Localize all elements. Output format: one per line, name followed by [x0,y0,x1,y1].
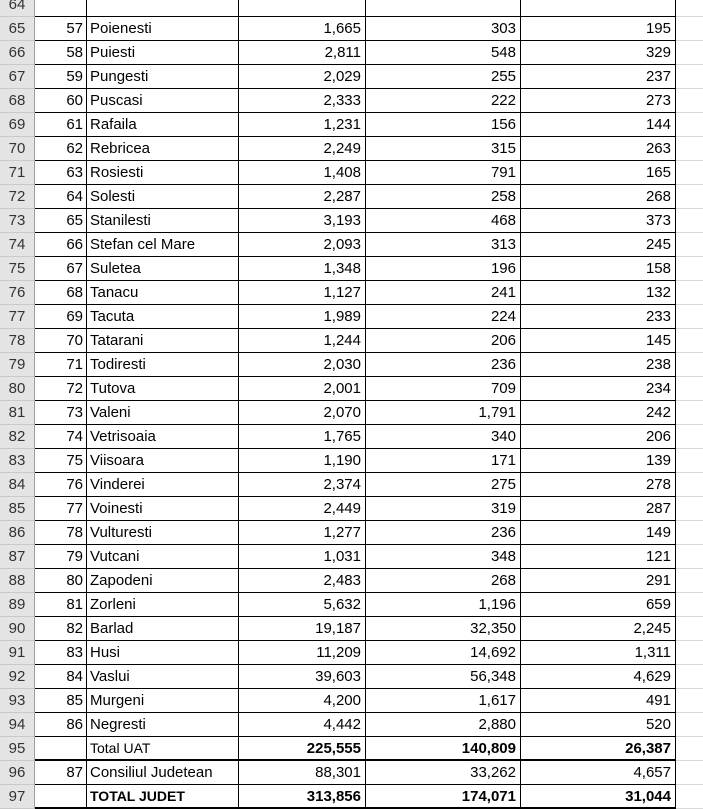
row-header[interactable]: 88 [0,569,35,593]
table-row [0,89,703,113]
value-cell-a[interactable]: 1,231 [239,113,366,137]
value-cell-a[interactable]: 2,070 [239,401,366,425]
index-cell[interactable]: 82 [35,617,87,641]
empty-cell[interactable] [676,449,703,473]
table-row [0,497,703,521]
name-cell[interactable]: Suletea [87,257,239,281]
name-cell[interactable]: Stanilesti [87,209,239,233]
value-cell-c[interactable]: 373 [521,209,676,233]
value-cell-a[interactable]: 2,374 [239,473,366,497]
index-cell[interactable]: 73 [35,401,87,425]
value-cell-b[interactable]: 319 [366,497,521,521]
value-cell-a[interactable]: 2,287 [239,185,366,209]
table-row [0,41,703,65]
value-cell-b[interactable]: 140,809 [366,737,521,761]
table-row [0,113,703,137]
index-cell[interactable]: 61 [35,113,87,137]
value-cell-c[interactable]: 1,311 [521,641,676,665]
value-cell-c[interactable]: 4,629 [521,665,676,689]
row-header[interactable]: 79 [0,353,35,377]
empty-cell[interactable] [676,233,703,257]
value-cell-b[interactable]: 468 [366,209,521,233]
value-cell-a[interactable]: 1,277 [239,521,366,545]
value-cell-b[interactable]: 1,617 [366,689,521,713]
name-cell[interactable]: Tutova [87,377,239,401]
value-cell-b[interactable]: 315 [366,137,521,161]
value-cell-b[interactable]: 1,196 [366,593,521,617]
table-row [0,665,703,689]
value-cell-b[interactable]: 236 [366,521,521,545]
index-cell[interactable] [35,785,87,809]
value-cell-b[interactable]: 171 [366,449,521,473]
row-header[interactable]: 85 [0,497,35,521]
empty-cell[interactable] [676,521,703,545]
value-cell-a[interactable]: 39,603 [239,665,366,689]
row-header[interactable]: 77 [0,305,35,329]
table-row [0,233,703,257]
index-cell[interactable]: 76 [35,473,87,497]
value-cell-b[interactable]: 268 [366,569,521,593]
row-header[interactable]: 83 [0,449,35,473]
name-cell[interactable]: TOTAL JUDET [87,785,239,809]
row-header[interactable]: 97 [0,785,35,809]
value-cell-c[interactable]: 2,245 [521,617,676,641]
value-cell-c[interactable]: 165 [521,161,676,185]
empty-cell[interactable] [676,41,703,65]
index-cell[interactable]: 63 [35,161,87,185]
name-cell[interactable]: Solesti [87,185,239,209]
value-cell-b[interactable]: 14,692 [366,641,521,665]
value-cell-a[interactable]: 2,001 [239,377,366,401]
empty-cell[interactable] [676,377,703,401]
name-cell[interactable]: Tanacu [87,281,239,305]
table-row [0,329,703,353]
value-cell-a[interactable]: 2,483 [239,569,366,593]
index-cell[interactable]: 71 [35,353,87,377]
value-cell-c[interactable]: 139 [521,449,676,473]
row-header[interactable]: 75 [0,257,35,281]
name-cell[interactable]: Barlad [87,617,239,641]
value-cell-a[interactable]: 2,093 [239,233,366,257]
empty-cell[interactable] [676,209,703,233]
row-header[interactable]: 96 [0,761,35,785]
index-cell[interactable]: 65 [35,209,87,233]
name-cell[interactable]: Zorleni [87,593,239,617]
value-cell-b[interactable]: 2,880 [366,713,521,737]
row-header[interactable]: 89 [0,593,35,617]
row-header[interactable]: 82 [0,425,35,449]
value-cell-b[interactable]: 196 [366,257,521,281]
index-cell[interactable]: 79 [35,545,87,569]
empty-cell[interactable] [676,569,703,593]
value-cell-b[interactable]: 1,791 [366,401,521,425]
value-cell-b[interactable]: 313 [366,233,521,257]
name-cell[interactable]: Puscasi [87,89,239,113]
empty-cell[interactable] [676,617,703,641]
row-header[interactable]: 78 [0,329,35,353]
value-cell-b[interactable]: 548 [366,41,521,65]
table-row [0,137,703,161]
index-cell[interactable]: 83 [35,641,87,665]
name-cell[interactable]: Valeni [87,401,239,425]
table-row [0,449,703,473]
name-cell[interactable]: Rosiesti [87,161,239,185]
index-cell[interactable]: 85 [35,689,87,713]
row-header[interactable]: 68 [0,89,35,113]
table-row [0,185,703,209]
empty-cell[interactable] [676,785,703,809]
value-cell-c[interactable]: 238 [521,353,676,377]
index-cell[interactable]: 62 [35,137,87,161]
value-cell-c[interactable]: 132 [521,281,676,305]
table-row [0,161,703,185]
row-header[interactable]: 80 [0,377,35,401]
row-header[interactable]: 70 [0,137,35,161]
value-cell-c[interactable]: 491 [521,689,676,713]
value-cell-c[interactable]: 329 [521,41,676,65]
index-cell[interactable]: 77 [35,497,87,521]
table-row [0,401,703,425]
value-cell-b[interactable]: 224 [366,305,521,329]
table-row [0,305,703,329]
value-cell-c[interactable]: 287 [521,497,676,521]
value-cell-a[interactable]: 225,555 [239,737,366,761]
name-cell[interactable]: Voinesti [87,497,239,521]
value-cell-a[interactable]: 3,193 [239,209,366,233]
index-cell[interactable]: 74 [35,425,87,449]
row-header[interactable]: 73 [0,209,35,233]
empty-cell[interactable] [676,737,703,761]
row-header[interactable]: 65 [0,17,35,41]
empty-cell[interactable] [676,305,703,329]
empty-cell[interactable] [676,425,703,449]
table-row [0,0,703,17]
index-cell[interactable]: 80 [35,569,87,593]
value-cell-c[interactable]: 144 [521,113,676,137]
name-cell[interactable]: Zapodeni [87,569,239,593]
name-cell[interactable]: Pungesti [87,65,239,89]
index-cell[interactable]: 84 [35,665,87,689]
index-cell[interactable]: 66 [35,233,87,257]
empty-cell[interactable] [676,641,703,665]
table-row [0,377,703,401]
value-cell-c[interactable]: 268 [521,185,676,209]
index-cell[interactable]: 78 [35,521,87,545]
row-header[interactable]: 94 [0,713,35,737]
value-cell-c[interactable]: 234 [521,377,676,401]
value-cell-c[interactable]: 233 [521,305,676,329]
table-row [0,209,703,233]
name-cell[interactable]: Total UAT [87,737,239,761]
row-header[interactable]: 71 [0,161,35,185]
value-cell-c[interactable]: 237 [521,65,676,89]
table-row [0,785,703,809]
name-cell[interactable]: Todiresti [87,353,239,377]
value-cell-c[interactable]: 26,387 [521,737,676,761]
row-header[interactable]: 91 [0,641,35,665]
index-cell[interactable]: 67 [35,257,87,281]
table-row [0,737,703,761]
index-cell[interactable] [35,0,87,17]
value-cell-b[interactable]: 258 [366,185,521,209]
table-row [0,281,703,305]
value-cell-a[interactable]: 1,765 [239,425,366,449]
name-cell[interactable]: Tatarani [87,329,239,353]
empty-cell[interactable] [676,65,703,89]
name-cell[interactable]: Viisoara [87,449,239,473]
value-cell-b[interactable]: 275 [366,473,521,497]
index-cell[interactable]: 58 [35,41,87,65]
index-cell[interactable]: 57 [35,17,87,41]
value-cell-c[interactable]: 263 [521,137,676,161]
empty-cell[interactable] [676,185,703,209]
table-row [0,545,703,569]
row-header[interactable]: 76 [0,281,35,305]
table-row [0,65,703,89]
value-cell-b[interactable]: 33,262 [366,761,521,785]
empty-cell[interactable] [676,401,703,425]
row-header[interactable]: 95 [0,737,35,761]
name-cell[interactable]: Vetrisoaia [87,425,239,449]
value-cell-a[interactable]: 1,190 [239,449,366,473]
value-cell-a[interactable]: 2,449 [239,497,366,521]
value-cell-a[interactable]: 5,632 [239,593,366,617]
table-row [0,473,703,497]
index-cell[interactable]: 59 [35,65,87,89]
value-cell-a[interactable]: 88,301 [239,761,366,785]
value-cell-a[interactable]: 2,029 [239,65,366,89]
table-row [0,569,703,593]
table-row [0,689,703,713]
row-header[interactable]: 93 [0,689,35,713]
index-cell[interactable] [35,737,87,761]
value-cell-a[interactable]: 4,442 [239,713,366,737]
value-cell-c[interactable]: 4,657 [521,761,676,785]
name-cell[interactable]: Vulturesti [87,521,239,545]
empty-cell[interactable] [676,137,703,161]
table-row [0,641,703,665]
name-cell[interactable]: Rafaila [87,113,239,137]
empty-cell[interactable] [676,281,703,305]
value-cell-b[interactable]: 222 [366,89,521,113]
value-cell-a[interactable]: 1,031 [239,545,366,569]
row-header[interactable]: 81 [0,401,35,425]
row-header[interactable]: 87 [0,545,35,569]
table-row [0,761,703,785]
row-header[interactable]: 67 [0,65,35,89]
table-row [0,593,703,617]
name-cell[interactable]: Vutcani [87,545,239,569]
row-header[interactable]: 66 [0,41,35,65]
name-cell[interactable] [87,0,239,17]
table-row [0,353,703,377]
value-cell-c[interactable]: 145 [521,329,676,353]
value-cell-c[interactable]: 659 [521,593,676,617]
index-cell[interactable]: 60 [35,89,87,113]
value-cell-c[interactable]: 158 [521,257,676,281]
empty-cell[interactable] [676,17,703,41]
value-cell-a[interactable]: 19,187 [239,617,366,641]
value-cell-c[interactable]: 278 [521,473,676,497]
table-row [0,425,703,449]
value-cell-a[interactable]: 1,989 [239,305,366,329]
empty-cell[interactable] [676,665,703,689]
value-cell-a[interactable]: 4,200 [239,689,366,713]
name-cell[interactable]: Husi [87,641,239,665]
value-cell-c[interactable]: 121 [521,545,676,569]
value-cell-a[interactable]: 1,348 [239,257,366,281]
row-header[interactable]: 64 [0,0,35,17]
row-header[interactable]: 74 [0,233,35,257]
row-header[interactable]: 84 [0,473,35,497]
index-cell[interactable]: 70 [35,329,87,353]
empty-cell[interactable] [676,113,703,137]
index-cell[interactable]: 72 [35,377,87,401]
value-cell-a[interactable]: 1,408 [239,161,366,185]
value-cell-c[interactable]: 520 [521,713,676,737]
value-cell-c[interactable]: 195 [521,17,676,41]
table-row [0,713,703,737]
value-cell-c[interactable]: 273 [521,89,676,113]
table-row [0,617,703,641]
value-cell-c[interactable] [521,0,676,17]
value-cell-c[interactable]: 31,044 [521,785,676,809]
index-cell[interactable]: 87 [35,761,87,785]
empty-cell[interactable] [676,473,703,497]
empty-cell[interactable] [676,353,703,377]
value-cell-b[interactable]: 236 [366,353,521,377]
row-header[interactable]: 86 [0,521,35,545]
empty-cell[interactable] [676,329,703,353]
value-cell-c[interactable]: 206 [521,425,676,449]
name-cell[interactable]: Vinderei [87,473,239,497]
value-cell-b[interactable]: 709 [366,377,521,401]
empty-cell[interactable] [676,545,703,569]
value-cell-b[interactable]: 206 [366,329,521,353]
value-cell-a[interactable]: 1,127 [239,281,366,305]
row-header[interactable]: 92 [0,665,35,689]
empty-cell[interactable] [676,257,703,281]
table-row [0,521,703,545]
index-cell[interactable]: 75 [35,449,87,473]
value-cell-c[interactable]: 242 [521,401,676,425]
table-row [0,17,703,41]
value-cell-a[interactable]: 313,856 [239,785,366,809]
name-cell[interactable]: Tacuta [87,305,239,329]
index-cell[interactable]: 69 [35,305,87,329]
empty-cell[interactable] [676,0,703,17]
value-cell-a[interactable]: 1,244 [239,329,366,353]
index-cell[interactable]: 68 [35,281,87,305]
name-cell[interactable]: Vaslui [87,665,239,689]
empty-cell[interactable] [676,89,703,113]
empty-cell[interactable] [676,713,703,737]
empty-cell[interactable] [676,689,703,713]
name-cell[interactable]: Stefan cel Mare [87,233,239,257]
empty-cell[interactable] [676,761,703,785]
name-cell[interactable]: Murgeni [87,689,239,713]
value-cell-b[interactable]: 32,350 [366,617,521,641]
index-cell[interactable]: 64 [35,185,87,209]
value-cell-b[interactable]: 348 [366,545,521,569]
value-cell-a[interactable] [239,0,366,17]
table-row [0,257,703,281]
value-cell-b[interactable]: 255 [366,65,521,89]
value-cell-b[interactable]: 156 [366,113,521,137]
name-cell[interactable]: Rebricea [87,137,239,161]
index-cell[interactable]: 86 [35,713,87,737]
name-cell[interactable]: Puiesti [87,41,239,65]
row-header[interactable]: 72 [0,185,35,209]
value-cell-a[interactable]: 1,665 [239,17,366,41]
value-cell-a[interactable]: 2,333 [239,89,366,113]
index-cell[interactable]: 81 [35,593,87,617]
value-cell-b[interactable] [366,0,521,17]
value-cell-a[interactable]: 2,030 [239,353,366,377]
name-cell[interactable]: Poienesti [87,17,239,41]
value-cell-b[interactable]: 174,071 [366,785,521,809]
value-cell-c[interactable]: 245 [521,233,676,257]
row-header[interactable]: 90 [0,617,35,641]
value-cell-b[interactable]: 791 [366,161,521,185]
name-cell[interactable]: Consiliul Judetean [87,761,239,785]
empty-cell[interactable] [676,161,703,185]
value-cell-b[interactable]: 56,348 [366,665,521,689]
value-cell-b[interactable]: 340 [366,425,521,449]
value-cell-c[interactable]: 291 [521,569,676,593]
value-cell-a[interactable]: 2,249 [239,137,366,161]
empty-cell[interactable] [676,497,703,521]
value-cell-c[interactable]: 149 [521,521,676,545]
row-header[interactable]: 69 [0,113,35,137]
name-cell[interactable]: Negresti [87,713,239,737]
value-cell-b[interactable]: 241 [366,281,521,305]
value-cell-a[interactable]: 2,811 [239,41,366,65]
empty-cell[interactable] [676,593,703,617]
value-cell-a[interactable]: 11,209 [239,641,366,665]
value-cell-b[interactable]: 303 [366,17,521,41]
